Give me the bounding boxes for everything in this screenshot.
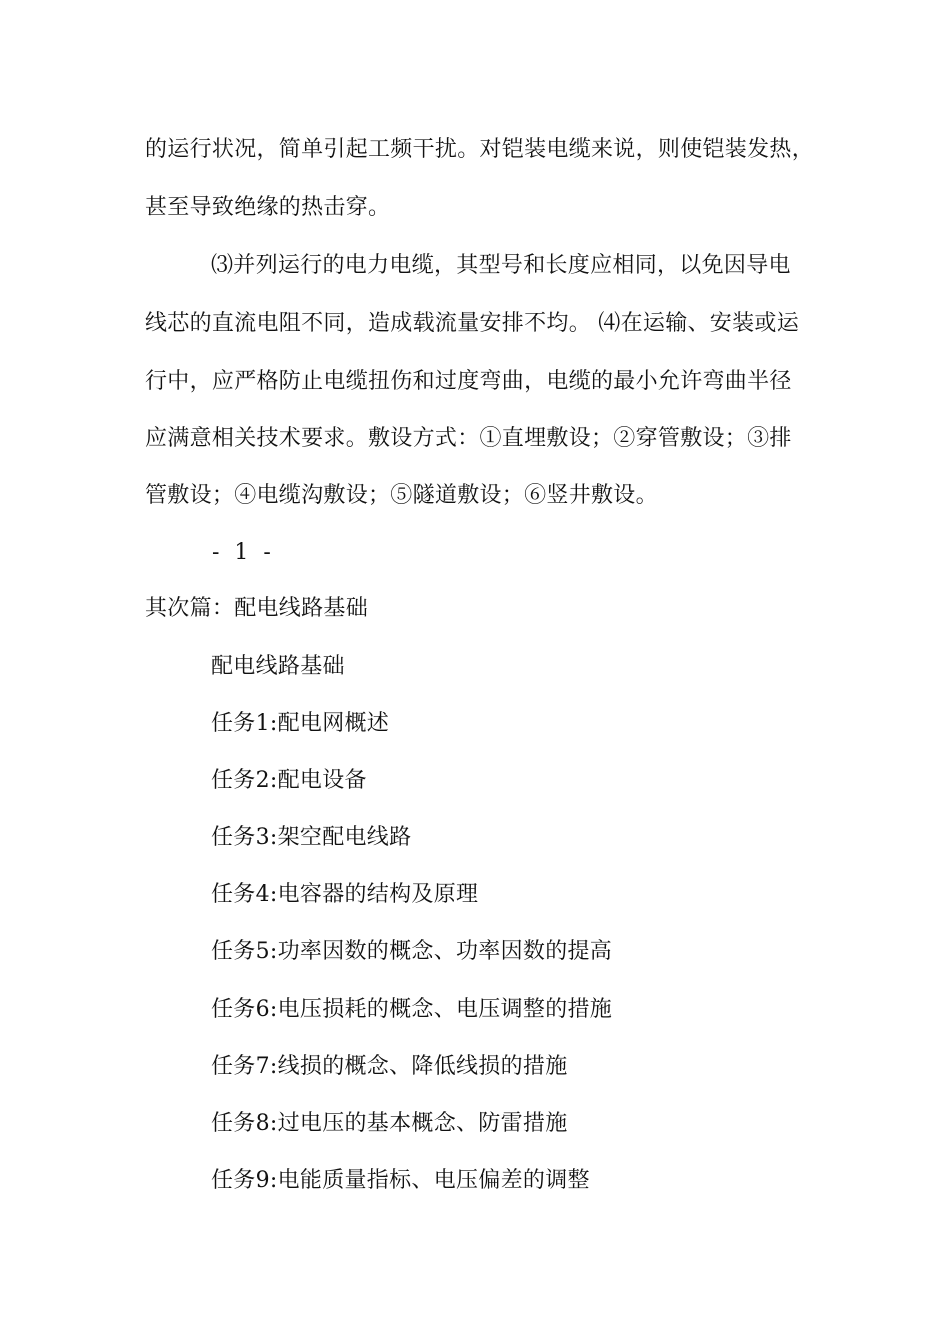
task-item: 任务6:电压损耗的概念、电压调整的措施: [211, 997, 613, 1022]
paragraph-line: 线芯的直流电阻不同，造成载流量安排不均。 ⑷在运输、安装或运: [145, 311, 799, 336]
section-subtitle: 配电线路基础: [211, 654, 345, 679]
page-number: - 1 -: [212, 540, 275, 565]
section-heading: 其次篇：配电线路基础: [145, 596, 369, 621]
paragraph-line: 管敷设；④电缆沟敷设；⑤隧道敷设；⑥竖井敷设。: [145, 483, 658, 508]
task-item: 任务7:线损的概念、降低线损的措施: [211, 1054, 568, 1079]
task-item: 任务2:配电设备: [211, 768, 367, 793]
paragraph-line: 甚至导致绝缘的热击穿。: [145, 195, 391, 220]
task-item: 任务9:电能质量指标、电压偏差的调整: [211, 1168, 590, 1193]
task-item: 任务1:配电网概述: [211, 711, 390, 736]
paragraph-line: 的运行状况，简单引起工频干扰。对铠装电缆来说，则使铠装发热，: [145, 137, 815, 162]
paragraph-line: 行中，应严格防止电缆扭伤和过度弯曲，电缆的最小允许弯曲半径: [145, 369, 792, 394]
task-item: 任务3:架空配电线路: [211, 825, 412, 850]
paragraph-line: 应满意相关技术要求。敷设方式：①直埋敷设；②穿管敷设；③排: [145, 426, 792, 451]
task-item: 任务8:过电压的基本概念、防雷措施: [211, 1111, 568, 1136]
task-item: 任务4:电容器的结构及原理: [211, 882, 479, 907]
paragraph-line: ⑶并列运行的电力电缆，其型号和长度应相同，以免因导电: [211, 253, 791, 278]
task-item: 任务5:功率因数的概念、功率因数的提高: [211, 939, 613, 964]
